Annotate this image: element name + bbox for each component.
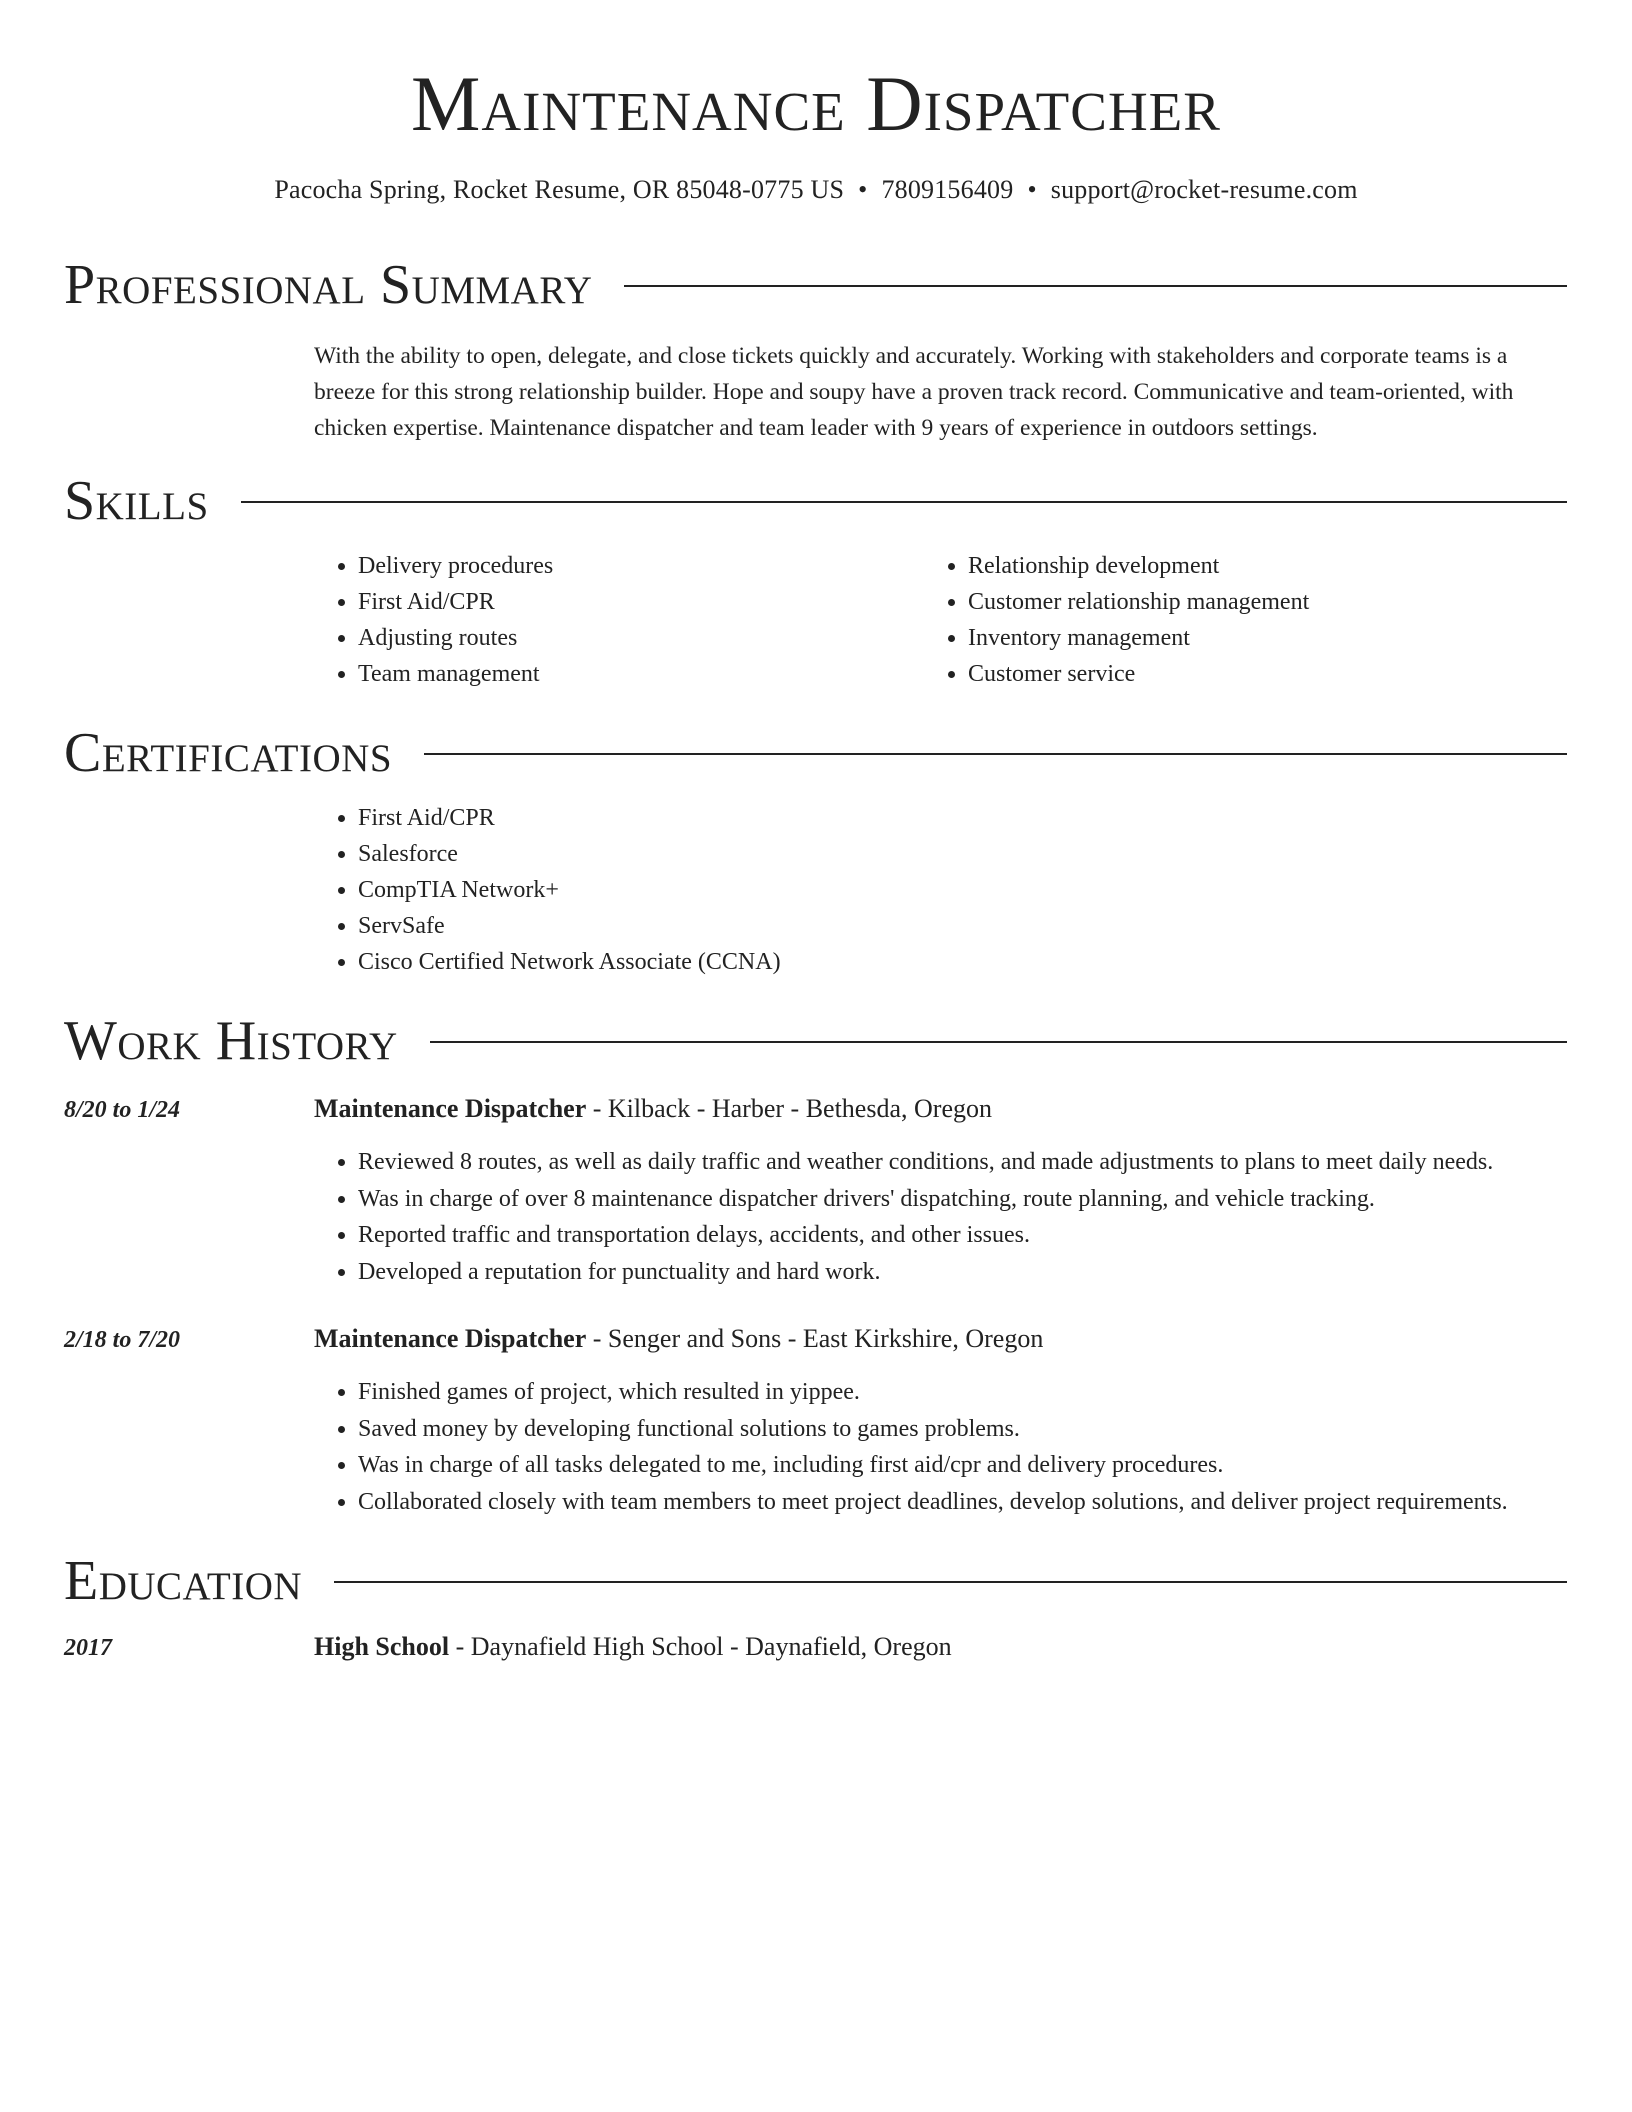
- skill-item: • Inventory management: [968, 620, 1608, 656]
- skills-heading: Skills: [64, 470, 209, 532]
- job-duty: • Reviewed 8 routes, as well as daily traffic and weather conditions, and made adjustments to plans to meet daily needs.: [358, 1144, 1628, 1181]
- education-degree: High School: [314, 1632, 450, 1661]
- section-divider: [334, 1581, 1567, 1583]
- certifications-heading: Certifications: [64, 722, 393, 784]
- job-duty: • Finished games of project, which resulted in yippee.: [358, 1374, 1628, 1411]
- job-duty: • Developed a reputation for punctuality and hard work.: [358, 1254, 1628, 1291]
- summary-heading: Professional Summary: [64, 254, 593, 316]
- job-employer: - Senger and Sons - East Kirkshire, Oregon: [586, 1324, 1044, 1353]
- job-duty: • Collaborated closely with team members to meet project deadlines, develop solutions, and deliver project requirements.: [358, 1484, 1628, 1521]
- section-divider: [241, 501, 1567, 503]
- section-divider: [430, 1041, 1567, 1043]
- job-employer: - Kilback - Harber - Bethesda, Oregon: [586, 1094, 992, 1123]
- job-duty: • Was in charge of over 8 maintenance dispatcher drivers' dispatching, route planning, and vehicle tracking.: [358, 1181, 1628, 1218]
- contact-phone: 7809156409: [881, 175, 1014, 204]
- job-duty: • Was in charge of all tasks delegated to me, including first aid/cpr and delivery procedures.: [358, 1447, 1628, 1484]
- job-heading: [314, 1091, 992, 1127]
- skills-list-right: [924, 548, 1608, 692]
- contact-address: Pacocha Spring, Rocket Resume, OR 85048-0775 US: [274, 175, 845, 204]
- skill-item: • Customer relationship management: [968, 584, 1608, 620]
- job-duties-list: [314, 1374, 1628, 1521]
- contact-email: support@rocket-resume.com: [1050, 175, 1358, 204]
- certification-item: • Cisco Certified Network Associate (CCNA): [358, 944, 1258, 980]
- skill-item: • Customer service: [968, 656, 1608, 692]
- education-section-header: [64, 1546, 1567, 1616]
- job-dates: 8/20 to 1/24: [64, 1097, 181, 1123]
- skills-list-left: [314, 548, 918, 692]
- job-duty: • Reported traffic and transportation delays, accidents, and other issues.: [358, 1217, 1628, 1254]
- job-dates: 2/18 to 7/20: [64, 1327, 181, 1353]
- skill-item: • Adjusting routes: [358, 620, 918, 656]
- work-section-header: [64, 1006, 1567, 1076]
- certification-item: • CompTIA Network+: [358, 872, 1258, 908]
- job-duty: • Saved money by developing functional solutions to games problems.: [358, 1411, 1628, 1448]
- certification-item: • ServSafe: [358, 908, 1258, 944]
- education-heading: Education: [64, 1550, 303, 1612]
- skill-item: • Team management: [358, 656, 918, 692]
- certification-item: • Salesforce: [358, 836, 1258, 872]
- contact-separator: •: [1027, 175, 1037, 204]
- certifications-list: [314, 800, 1258, 980]
- contact-separator: •: [858, 175, 868, 204]
- education-school: - Daynafield High School - Daynafield, Oregon: [449, 1632, 952, 1661]
- certification-item: • First Aid/CPR: [358, 800, 1258, 836]
- skill-item: • First Aid/CPR: [358, 584, 918, 620]
- work-heading: Work History: [64, 1010, 398, 1072]
- skill-item: • Relationship development: [968, 548, 1608, 584]
- job-heading: [314, 1321, 1043, 1357]
- education-year: 2017: [64, 1635, 112, 1661]
- education-heading-line: [314, 1629, 952, 1665]
- job-duties-list: [314, 1144, 1628, 1291]
- contact-line: [0, 174, 1632, 206]
- job-title: Maintenance Dispatcher: [314, 1324, 587, 1353]
- skill-item: • Delivery procedures: [358, 548, 918, 584]
- certifications-section-header: [64, 718, 1567, 788]
- candidate-name: Maintenance Dispatcher: [411, 60, 1221, 147]
- job-title: Maintenance Dispatcher: [314, 1094, 587, 1123]
- skills-section-header: [64, 466, 1567, 536]
- summary-text: With the ability to open, delegate, and close tickets quickly and accurately. Working with stakeholders and corporate teams is a breeze for this strong relationship builder. Hope and soupy have a proven track record. Communicative and team-oriented, with chicken expertise. Maintenance dispatcher and team leader with 9 years of experience in outdoors settings.: [314, 343, 1514, 441]
- summary-section-header: [64, 250, 1567, 320]
- section-divider: [424, 753, 1567, 755]
- section-divider: [624, 285, 1567, 287]
